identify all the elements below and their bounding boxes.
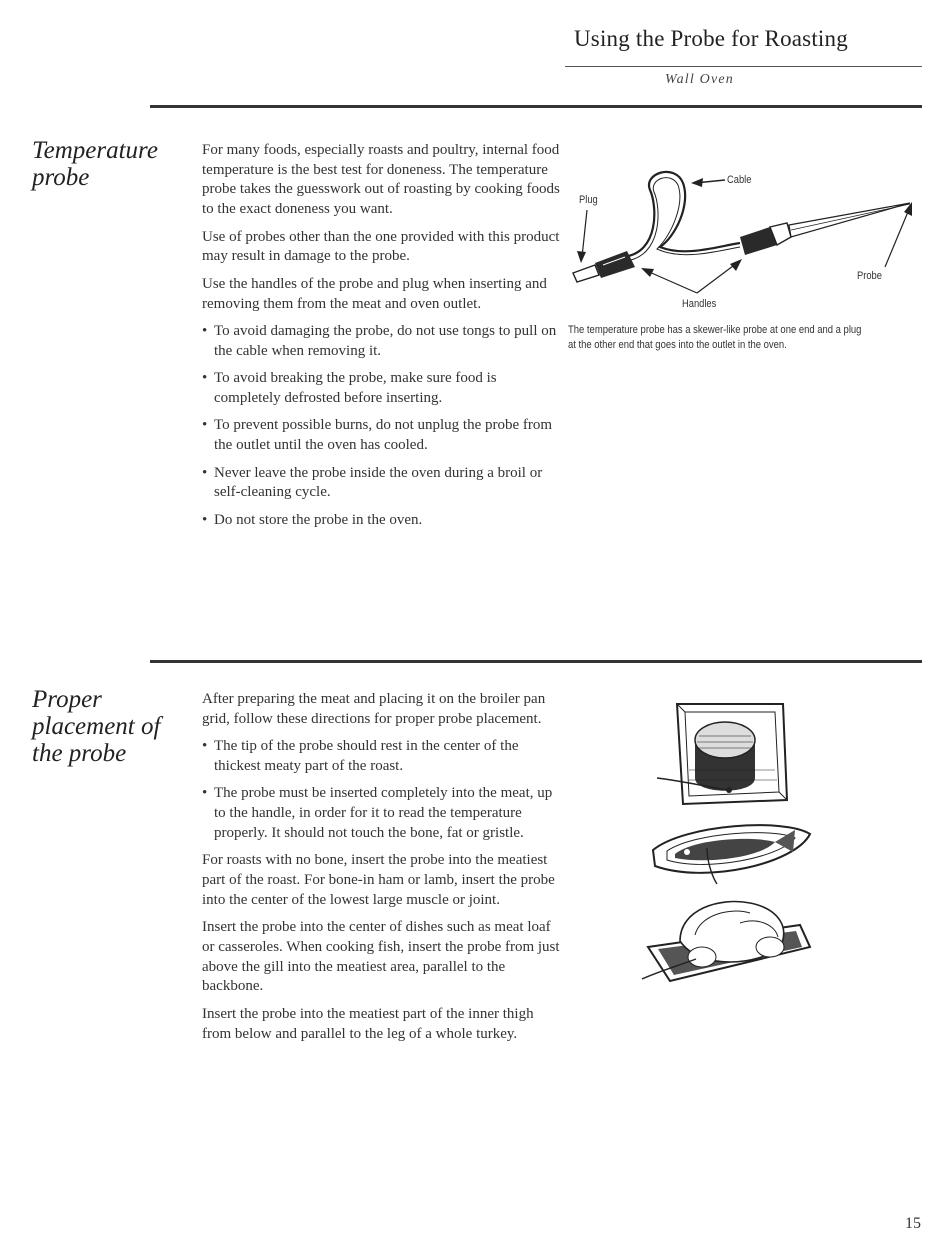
cable-label: Cable xyxy=(727,174,752,186)
heading-line: probe xyxy=(32,164,90,191)
section-body-temperature-probe xyxy=(202,141,562,538)
fish-on-platter-illustration xyxy=(645,818,815,888)
turkey-on-roaster-illustration xyxy=(640,895,815,990)
section-heading-temperature-probe xyxy=(32,137,158,191)
section-divider xyxy=(150,660,922,663)
list-item: • The tip of the probe should rest in the center of the thickest meaty part of the roast. xyxy=(202,737,562,776)
paragraph: After preparing the meat and placing it on the broiler pan grid, follow these directions for proper probe placement. xyxy=(202,691,546,727)
page-number: 15 xyxy=(905,1215,921,1232)
handles-label: Handles xyxy=(682,298,717,310)
paragraph: Use the handles of the probe and plug when inserting and removing them from the meat and oven outlet. xyxy=(202,275,547,312)
probe-label: Probe xyxy=(857,270,882,282)
heading-line: Proper xyxy=(32,686,102,713)
heading-line: Temperature xyxy=(32,137,158,164)
page-title: Using the Probe for Roasting xyxy=(574,26,848,51)
list-item: • To avoid breaking the probe, make sure food is completely defrosted before inserting. xyxy=(202,369,562,408)
paragraph: For many foods, especially roasts and poultry, internal food temperature is the best test for doneness. The temperature probe takes the guesswork out of roasting by cooking foods to the exact doneness you want. xyxy=(202,142,560,218)
section-body-proper-placement xyxy=(202,690,562,1052)
paragraph: For roasts with no bone, insert the probe into the meatiest part of the roast. For bone-in ham or lamb, insert the probe into the center of the lowest large muscle or joint. xyxy=(202,852,555,908)
roast-in-pan-illustration xyxy=(655,700,790,810)
paragraph: Use of probes other than the one provided with this product may result in damage to the probe. xyxy=(202,228,560,265)
list-item: • Never leave the probe inside the oven during a broil or self-cleaning cycle. xyxy=(202,464,562,503)
list-item: • To prevent possible burns, do not unplug the probe from the outlet until the oven has cooled. xyxy=(202,416,562,455)
heading-line: the probe xyxy=(32,740,127,767)
plug-label: Plug xyxy=(579,194,598,206)
paragraph: Insert the probe into the center of dishes such as meat loaf or casseroles. When cooking fish, insert the probe from just above the gill into the meatiest area, parallel to the backbone. xyxy=(202,919,560,995)
list-item: • To avoid damaging the probe, do not use tongs to pull on the cable when removing it. xyxy=(202,322,562,361)
heading-line: placement of xyxy=(32,713,161,740)
figure-caption xyxy=(568,323,895,353)
paragraph: Insert the probe into the meatiest part of the inner thigh from below and parallel to the leg of a whole turkey. xyxy=(202,1005,534,1042)
header-divider xyxy=(565,66,922,67)
bullet-list xyxy=(202,322,562,531)
probe-illustration xyxy=(565,165,925,315)
list-item: • The probe must be inserted completely into the meat, up to the handle, in order for it to read the temperature properly. It should not touch the bone, fat or gristle. xyxy=(202,784,562,843)
section-divider xyxy=(150,105,922,108)
temperature-probe-diagram xyxy=(565,165,925,315)
page-subtitle: Wall Oven xyxy=(665,72,734,87)
section-heading-proper-placement xyxy=(32,686,160,767)
caption-line: The temperature probe has a skewer-like probe at one end and a plug xyxy=(568,324,862,336)
list-item: • Do not store the probe in the oven. xyxy=(202,511,562,531)
caption-line: at the other end that goes into the outlet in the oven. xyxy=(568,339,787,351)
bullet-list xyxy=(202,737,562,843)
